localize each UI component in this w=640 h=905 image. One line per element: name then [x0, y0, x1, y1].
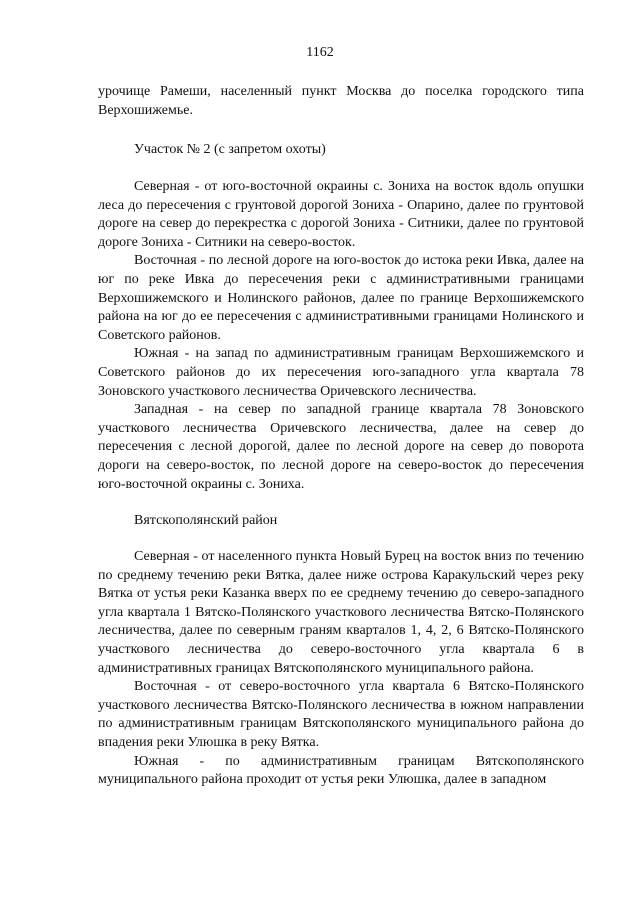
district-block [98, 548, 584, 790]
section-heading-district: Вятскополянский район [134, 513, 278, 528]
paragraph-south: Южная - по административным границам Вятскополянского муниципального района проходит от устья реки Улюшка, далее в западном [98, 753, 584, 788]
paragraph-north: Северная - от юго-восточной окраины с. Зониха на восток вдоль опушки леса до пересечения с грунтовой дорогой Зониха - Опарино, далее по грунтовой дороге на север до перекрестка с дорогой Зониха - Ситники, далее по грунтовой дороге Зониха - Ситники на северо-восток. [98, 179, 584, 250]
paragraph-west: Западная - на север по западной границе квартала 78 Зоновского участкового лесничества Оричевского лесничества, далее на север до пересечения с лесной дорогой, далее по лесной дороге на север до поворота дороги на северо-восток, по лесной дороге на северо-восток до пересечения юго-восточной окраины с. Зониха. [98, 402, 584, 492]
intro-block [98, 83, 584, 120]
paragraph-east: Восточная - по лесной дороге на юго-восток до истока реки Ивка, далее на юг по реке Ивка до пересечения реки с административными границами Верхошижемского и Нолинского районов, далее по границе Верхошижемского района на юг до ее пересечения с административными границами Нолинского и Советского районов. [98, 253, 584, 343]
area-2-block [98, 178, 584, 494]
paragraph-south: Южная - на запад по административным границам Верхошижемского и Советского районов до их пересечения юго-западного угла квартала 78 Зоновского участкового лесничества Оричевского лесничества. [98, 346, 584, 399]
paragraph-north: Северная - от населенного пункта Новый Бурец на восток вниз по течению по среднему течению реки Вятка, далее ниже острова Каракульский через реку Вятка от устья реки Казанка вверх по ее среднему течению до северо-западного угла квартала 1 Вятско-Полянского участкового лесничества Вятско-Полянского лесничества, далее по северным граням кварталов 1, 4, 2, 6 Вятско-Полянского участкового лесничества до северо-восточного угла квартала 6 в административных границах Вятскополянского муниципального района. [98, 549, 584, 676]
intro-paragraph: урочище Рамеши, населенный пункт Москва до поселка городского типа Верхошижемье. [98, 84, 584, 118]
paragraph-east: Восточная - от северо-восточного угла квартала 6 Вятско-Полянского участкового лесничества Вятско-Полянского лесничества в южном направлении по административным границам Вятскополянского муниципального района до впадения реки Улюшка в реку Вятка. [98, 679, 584, 750]
page-number: 1162 [306, 45, 334, 60]
section-heading-area-2: Участок № 2 (с запретом охоты) [134, 142, 326, 157]
